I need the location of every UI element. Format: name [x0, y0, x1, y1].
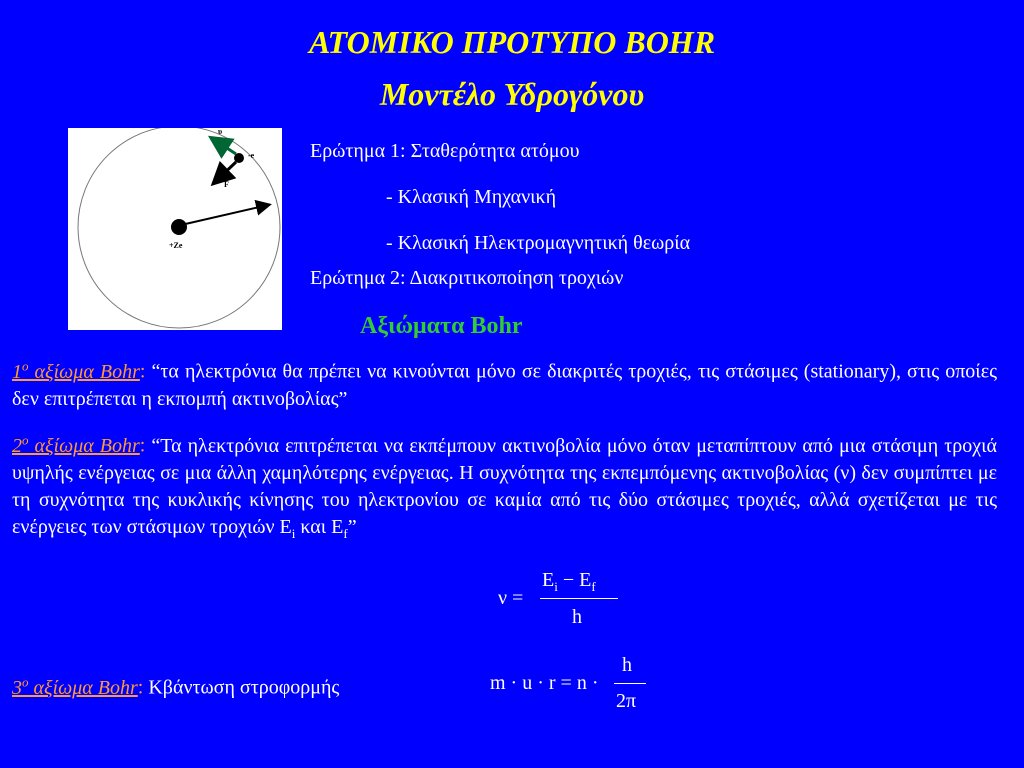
postulate-1-text: “τα ηλεκτρόνια θα πρέπει να κινούνται μόνο σε διακριτές τροχιές, τις στάσιμες (stationary), στις οποίες δεν επιτρέπεται η εκπομπή ακτινοβολίας” — [12, 360, 998, 410]
question-1-item-electromagnetism: - Κλασική Ηλεκτρομαγνητική θεωρία — [386, 232, 691, 254]
equation-frequency-numerator: $E_i - E_f$ — [542, 569, 596, 594]
equation-angular-momentum-numerator: h — [622, 654, 632, 676]
equation-frequency-lhs: ν = — [498, 587, 524, 609]
nucleus-label: +Ze — [169, 241, 183, 250]
equation-angular-momentum-lhs: m · u · r = n · — [490, 672, 599, 694]
equation-angular-momentum-fraction-bar — [614, 683, 646, 684]
question-2: Ερώτημα 2: Διακριτικοποίηση τροχιών — [310, 267, 624, 289]
bohr-orbit-figure — [68, 128, 282, 330]
equation-frequency-fraction-bar — [540, 598, 618, 599]
postulate-3-text: Κβάντωση στροφορμής — [143, 676, 340, 699]
postulate-1-tag: $1^o$ αξίωμα Bohr — [12, 358, 140, 383]
page-title: ΑΤΟΜΙΚΟ ΠΡΟΤΥΠΟ BOHR — [308, 24, 716, 60]
equation-angular-momentum-denominator: 2π — [616, 690, 637, 712]
postulate-2-text: “Τα ηλεκτρόνια επιτρέπεται να εκπέμπουν ακτινοβολία μόνο όταν μεταπίπτουν από μια στάσιμη τροχιά υψηλής ενέργειας σε μια άλλη χαμηλότερης ενέργειας. Η συχνότητα της εκπεμπόμενης ακτινοβολίας (ν) δεν συμπίπτει με τη συχνότητα της κυκλικής κίνησης του ηλεκτρονίου σε καμία από τις δύο στάσιμες τροχιές, αλλά σχετίζεται με τις ενέργειες των στάσιμων τροχιών $E_i$ και $E_f$” — [12, 434, 997, 541]
postulate-2: $2^o$ αξίωμα Bohr: “Τα ηλεκτρόνια επιτρέπεται να εκπέμπουν ακτινοβολία μόνο όταν μεταπίπτουν από μια στάσιμη τροχιά υψηλής ενέργειας σε μια άλλη χαμηλότερης ενέργειας. Η συχνότητα της εκπεμπόμενης ακτινοβολίας (ν) δεν συμπίπτει με τη συχνότητα της κυκλικής κίνησης του ηλεκτρονίου σε καμία από τις δύο στάσιμες τροχιές, αλλά σχετίζεται με τις ενέργειες των στάσιμων τροχιών $E_i$ και $E_f$” — [12, 432, 997, 541]
velocity-label: υ — [218, 128, 223, 136]
radius-arrow — [181, 205, 268, 225]
nucleus-dot — [171, 219, 187, 235]
postulate-1: $1^o$ αξίωμα Bohr: “τα ηλεκτρόνια θα πρέπει να κινούνται μόνο σε διακριτές τροχιές, τις στάσιμες (stationary), στις οποίες δεν επιτρέπεται η εκπομπή ακτινοβολίας” — [12, 358, 998, 410]
question-1-item-mechanics: - Κλασική Μηχανική — [386, 186, 557, 208]
question-1: Ερώτημα 1: Σταθερότητα ατόμου — [310, 140, 580, 162]
electron-label: -e — [248, 151, 255, 160]
postulates-heading: Αξιώματα Bohr — [360, 313, 523, 339]
postulate-2-tag: $2^o$ αξίωμα Bohr — [12, 432, 140, 457]
bohr-atom-diagram — [68, 128, 282, 330]
equation-frequency-denominator: h — [572, 606, 582, 628]
postulate-3-tag: $3^o$ αξίωμα Bohr — [12, 674, 138, 699]
page-subtitle: Μοντέλο Υδρογόνου — [379, 76, 645, 112]
postulate-3: $3^o$ αξίωμα Bohr: Κβάντωση στροφορμής — [12, 674, 340, 699]
force-label: F — [224, 180, 229, 189]
force-arrow — [215, 162, 236, 182]
